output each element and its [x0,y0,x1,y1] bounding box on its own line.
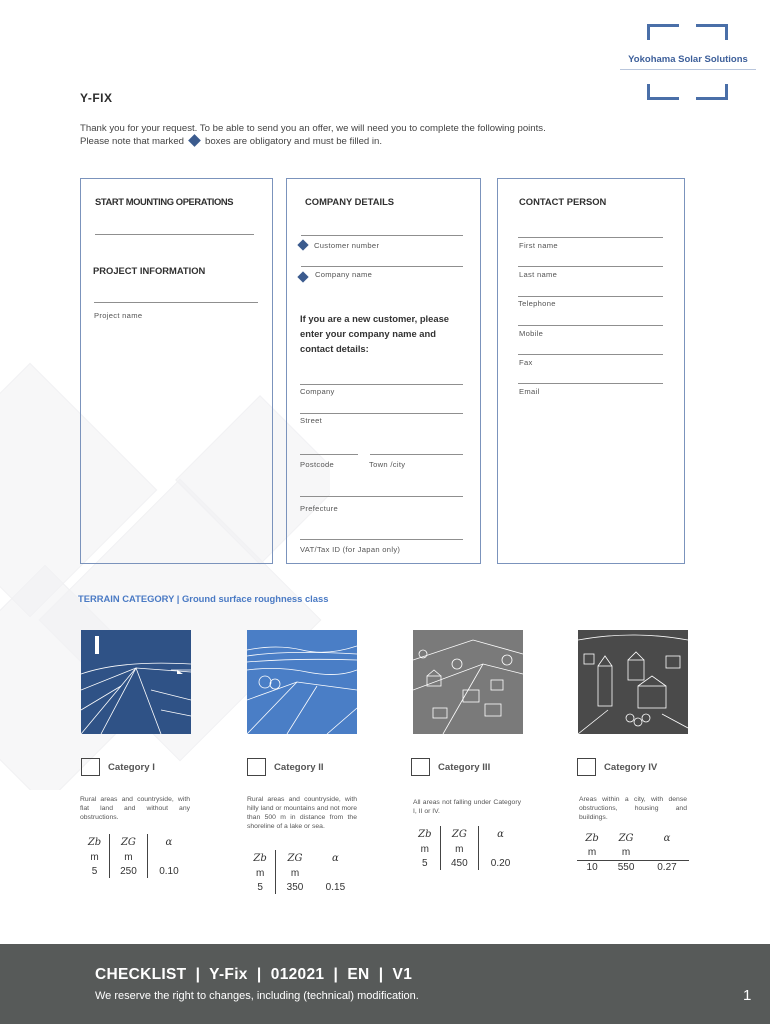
project-name-label: Project name [94,311,143,320]
alpha-symbol: α [332,852,339,864]
street-label: Street [300,416,323,425]
zg-value: 550 [617,861,635,873]
town-label: Town /city [369,460,406,469]
alpha-value: 0.10 [147,864,190,878]
alpha-symbol: α [479,826,522,842]
category-3-label: Category III [438,762,491,773]
mandatory-diamond-icon [297,271,308,282]
intro-line-2b: boxes are obligatory and must be filled in. [205,136,383,147]
town-field[interactable] [370,454,463,455]
zb-symbol: Zb [253,852,267,864]
footer-disclaimer: We reserve the right to changes, including (technical) modification. [95,990,419,1002]
category-1-label: Category I [108,762,155,773]
company-name-label: Company name [315,270,373,279]
customer-number-field[interactable] [301,235,463,236]
postcode-label: Postcode [300,460,335,469]
category-3-description: All areas not falling under Category I, II or IV. [413,799,521,815]
zg-unit: m [607,846,645,860]
alpha-value: 0.20 [479,856,522,870]
prefecture-field[interactable] [300,496,463,497]
mobile-field[interactable] [518,325,663,326]
telephone-field[interactable] [518,296,663,297]
zg-value: 350 [276,880,314,894]
vat-label: VAT/Tax ID (for Japan only) [300,545,401,554]
terrain-category-3-image [413,630,523,734]
first-name-label: First name [519,241,558,250]
contact-person-heading: CONTACT PERSON [519,196,607,207]
zg-unit: m [440,842,478,856]
customer-number-label: Customer number [314,241,380,250]
company-label: Company [300,387,335,396]
category-2-description: Rural areas and countryside, with hilly land or mountains and not more than 500 m in distance from the shoreline of a lake or sea. [247,796,357,830]
zg-value: 250 [110,864,148,878]
company-name-field[interactable] [301,266,463,267]
alpha-value: 0.15 [325,881,346,893]
mandatory-diamond-icon [188,134,201,147]
fax-label: Fax [519,358,533,367]
terrain-category-4-image [578,630,688,734]
email-field[interactable] [518,383,663,384]
zb-unit: m [90,851,99,863]
alpha-value: 0.27 [657,861,677,873]
company-details-heading: COMPANY DETAILS [305,196,395,207]
alpha-symbol: α [147,834,190,850]
zb-value: 10 [586,861,598,873]
new-customer-note: If you are a new customer, please enter your company name and contact details: [300,313,450,354]
zb-unit: m [255,867,265,879]
postcode-field[interactable] [300,454,358,455]
company-details-box [286,178,481,564]
zg-symbol: ZG [440,826,478,842]
start-mounting-heading: START MOUNTING OPERATIONS [95,196,234,207]
mounting-project-box [80,178,273,564]
first-name-field[interactable] [518,237,663,238]
zb-symbol: Zb [418,828,432,840]
alpha-symbol: α [663,832,671,844]
prefecture-label: Prefecture [300,504,339,513]
category-2-checkbox[interactable] [247,758,266,776]
project-info-heading: PROJECT INFORMATION [93,265,206,276]
email-label: Email [519,387,540,396]
zg-unit: m [276,866,314,880]
category-3-values [410,826,522,870]
category-3-checkbox[interactable] [411,758,430,776]
category-4-checkbox[interactable] [577,758,596,776]
footer [0,944,770,1024]
category-1-checkbox[interactable] [81,758,100,776]
last-name-field[interactable] [518,266,663,267]
fax-field[interactable] [518,354,663,355]
document-title: Y-FIX [80,91,113,105]
category-4-values [577,830,689,874]
zg-unit: m [110,850,148,864]
category-2-label: Category II [274,762,324,773]
zb-symbol: Zb [585,832,599,844]
category-4-label: Category IV [604,762,658,773]
mandatory-diamond-icon [297,239,308,250]
project-name-field[interactable] [94,302,258,303]
zb-value: 5 [422,857,428,869]
brand-logo [620,24,756,100]
vat-field[interactable] [300,539,463,540]
contact-person-box [497,178,685,564]
street-field[interactable] [300,413,463,414]
terrain-title: TERRAIN CATEGORY | Ground surface roughness class [78,593,329,604]
intro-line-2a: Please note that marked [80,136,184,147]
zb-unit: m [420,843,429,855]
category-2-values [245,850,357,894]
category-1-values [80,834,190,878]
category-4-description: Areas within a city, with dense obstructions, housing and buildings. [579,796,687,821]
zg-value: 450 [440,856,478,870]
brand-name: Yokohama Solar Solutions [628,54,748,65]
last-name-label: Last name [519,270,558,279]
zg-symbol: ZG [110,834,148,850]
terrain-category-2-image [247,630,357,734]
intro-text [80,122,546,148]
category-1-description: Rural areas and countryside, with flat land and without any obstructions. [80,796,190,821]
intro-line-2 [80,135,546,148]
zg-symbol: ZG [618,832,634,844]
page-number: 1 [743,987,752,1004]
zb-value: 5 [91,865,98,877]
terrain-category-1-image [81,630,191,734]
start-mounting-field[interactable] [95,234,254,235]
zb-value: 5 [257,881,263,893]
company-field[interactable] [300,384,463,385]
telephone-label: Telephone [518,299,556,308]
zg-symbol: ZG [276,850,314,866]
mobile-label: Mobile [519,329,544,338]
footer-title: CHECKLIST | Y-Fix | 012021 | EN | V1 [95,966,413,983]
zb-unit: m [577,846,607,860]
intro-line-1: Thank you for your request. To be able to send you an offer, we will need you to complete the following points. [80,123,546,134]
zb-symbol: Zb [87,836,102,848]
